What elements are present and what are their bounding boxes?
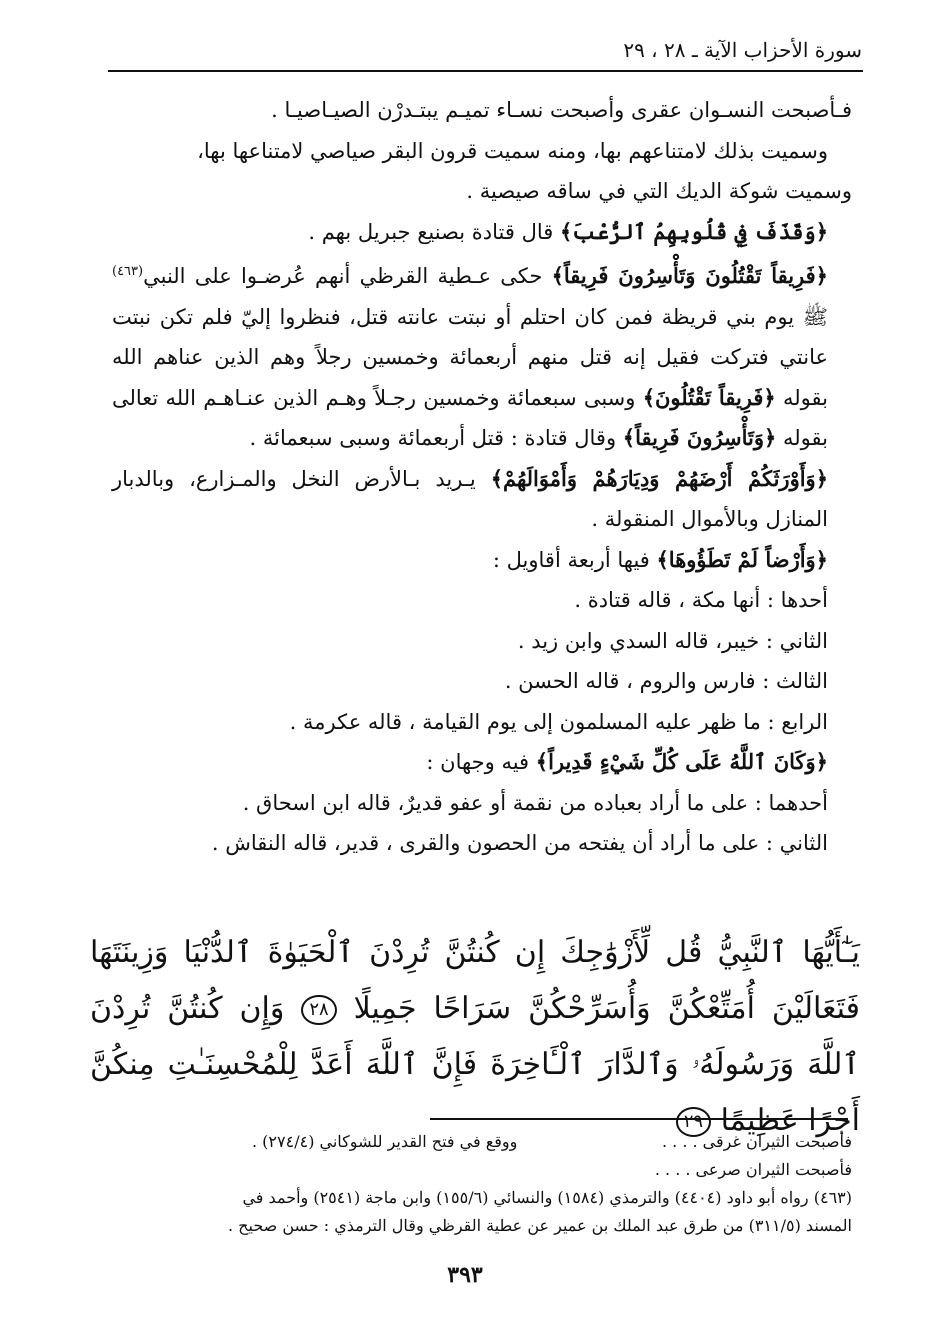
paragraph-text: قال قتادة بصنيع جبريل بهم . <box>308 219 560 244</box>
quran-quote: ﴿وَأَوْرَثَكُمْ أَرْضَهُمْ وَدِيَارَهُمْ وَأَمْوَالَهُمْ﴾ <box>490 465 828 491</box>
main-text <box>112 90 852 864</box>
paragraph-text: حكى عـطية القرظي أنهم عُرضـوا على النبي <box>143 264 552 288</box>
page-number: ٣٩٣ <box>447 1262 483 1288</box>
aspect-item: الثاني : على ما أراد أن يفتحه من الحصون والقرى ، قدير، قاله النقاش . <box>211 831 828 855</box>
header-rule <box>108 70 863 72</box>
verse-text <box>90 925 860 1149</box>
footnotes <box>107 1128 852 1240</box>
paragraph-captives <box>112 252 852 459</box>
quran-verse-block <box>90 925 860 1149</box>
paragraph-land <box>112 540 852 581</box>
paragraph-text: فيها أربعة أقاويل : <box>492 547 657 572</box>
running-title: سورة الأحزاب الآية ـ ٢٨ ، ٢٩ <box>623 38 862 62</box>
quran-quote: ﴿فَرِيقاً تَقْتُلُونَ﴾ <box>642 384 776 410</box>
paragraph-fear <box>112 212 852 253</box>
footnote-source: ووقع في فتح القدير للشوكاني (٢٧٤/٤) . <box>252 1132 518 1151</box>
footnote-463: (٤٦٣) رواه أبو داود (٤٤٠٤) والترمذي (١٥٨٤) والنسائي (١٥٥/٦) وابن ماجة (٢٥٤١) وأحمد في <box>242 1188 852 1207</box>
footnote-463-continued: المسند (٣١١/٥) من طرق عبد الملك بن عمير عن عطية القرظي وقال الترمذي : حسن صحيح . <box>228 1216 852 1235</box>
paragraph-text: وقال قتادة : قتل أربعمائة وسبى سبعمائة . <box>249 426 623 450</box>
opinion-item: الثالث : فارس والروم ، قاله الحسن . <box>504 669 828 693</box>
opinion-item: أحدها : أنها مكة ، قاله قتادة . <box>574 588 828 612</box>
quran-quote: ﴿فَرِيقاً تَقْتُلُونَ وَتَأْسِرُونَ فَرِيقاً﴾ <box>551 263 828 288</box>
footnote-ref[interactable]: (٤٦٣) <box>112 264 144 279</box>
footnote-poem-variant: فأصبحت الثيران غرقى . . . . <box>661 1132 852 1151</box>
opinion-item: الثاني : خيبر، قاله السدي وابن زيد . <box>517 628 828 653</box>
text-line: وسميت بذلك لامتناعهم بها، ومنه سميت قرون البقر صياصي لامتناعها بها، <box>197 138 828 163</box>
footnote-poem-line <box>252 1128 852 1156</box>
quran-quote: ﴿وَقَذَفَ فِي قُلُوبِهِمُ ٱلرُّعْبَ﴾ <box>559 218 828 244</box>
verse-28: يَـٰٓأَيُّهَا ٱلنَّبِيُّ قُل لِّأَزْوَٰجِكَ إِن كُنتُنَّ تُرِدْنَ ٱلْحَيَوٰةَ ٱلدُّنْيَا وَزِينَتَهَا فَتَعَالَيْنَ أُمَتِّعْكُنَّ وَأُسَرِّحْكُنَّ سَرَاحًا جَمِيلًا <box>90 935 860 1026</box>
paragraph-inheritance <box>112 459 852 540</box>
paragraph-text: وسبى سبعمائة وخمسين رجـلاً وهـم الذين عنـاهـم الله تعالى بقوله <box>112 385 828 450</box>
footnote-poem-variant: فأصبحت الثيران صرعى . . . . <box>654 1160 852 1179</box>
aspect-item: أحدهما : على ما أراد بعباده من نقمة أو عفو قديرٌ، قاله ابن اسحاق . <box>242 790 828 815</box>
opinion-item: الرابع : ما ظهر عليه المسلمون إلى يوم القيامة ، قاله عكرمة . <box>289 709 828 734</box>
paragraph-power <box>112 742 852 783</box>
quran-quote: ﴿وَكَانَ ٱللَّهُ عَلَى كُلِّ شَيْءٍ قَدِيراً﴾ <box>535 749 828 774</box>
paragraph-text: يـريد بـالأرض النخل والمـزارع، وبالدبار المنازل وبالأموال المنقولة . <box>112 466 828 531</box>
quran-quote: ﴿وَأَرْضاً لَمْ تَطَؤُوهَا﴾ <box>656 546 828 572</box>
quran-quote: ﴿وَتَأْسِرُونَ فَرِيقاً﴾ <box>622 425 777 450</box>
text-line: وسميت شوكة الديك التي في ساقه صيصية . <box>466 179 852 203</box>
poem-line: فـأصبحت النسـوان عقرى وأصبحت نسـاء تميـم يبتـدرْن الصيـاصيـا . <box>271 98 852 122</box>
paragraph-text: ﷺ يوم بني قريظة فمن كان احتلم أو نبتت عانته قتل، فنظروا إليّ فلم تكن نبتت عانتي فتركت فقيل إنه قتل منهم أربعمائة وخمسين رجلاً وهم الذين عناهم الله بقوله <box>112 304 828 410</box>
paragraph-text: فيه وجهان : <box>426 750 536 774</box>
footnote-rule <box>430 1118 848 1120</box>
ayah-number-marker: ٢٩ <box>676 1107 711 1137</box>
verse-29: وَإِن كُنتُنَّ تُرِدْنَ ٱللَّهَ وَرَسُولَهُۥ وَٱلدَّارَ ٱلْـَٔاخِرَةَ فَإِنَّ ٱللَّهَ أَعَدَّ لِلْمُحْسِنَـٰتِ مِنكُنَّ أَجْرًا عَظِيمًا <box>90 991 860 1138</box>
ayah-number-marker: ٢٨ <box>301 995 336 1025</box>
